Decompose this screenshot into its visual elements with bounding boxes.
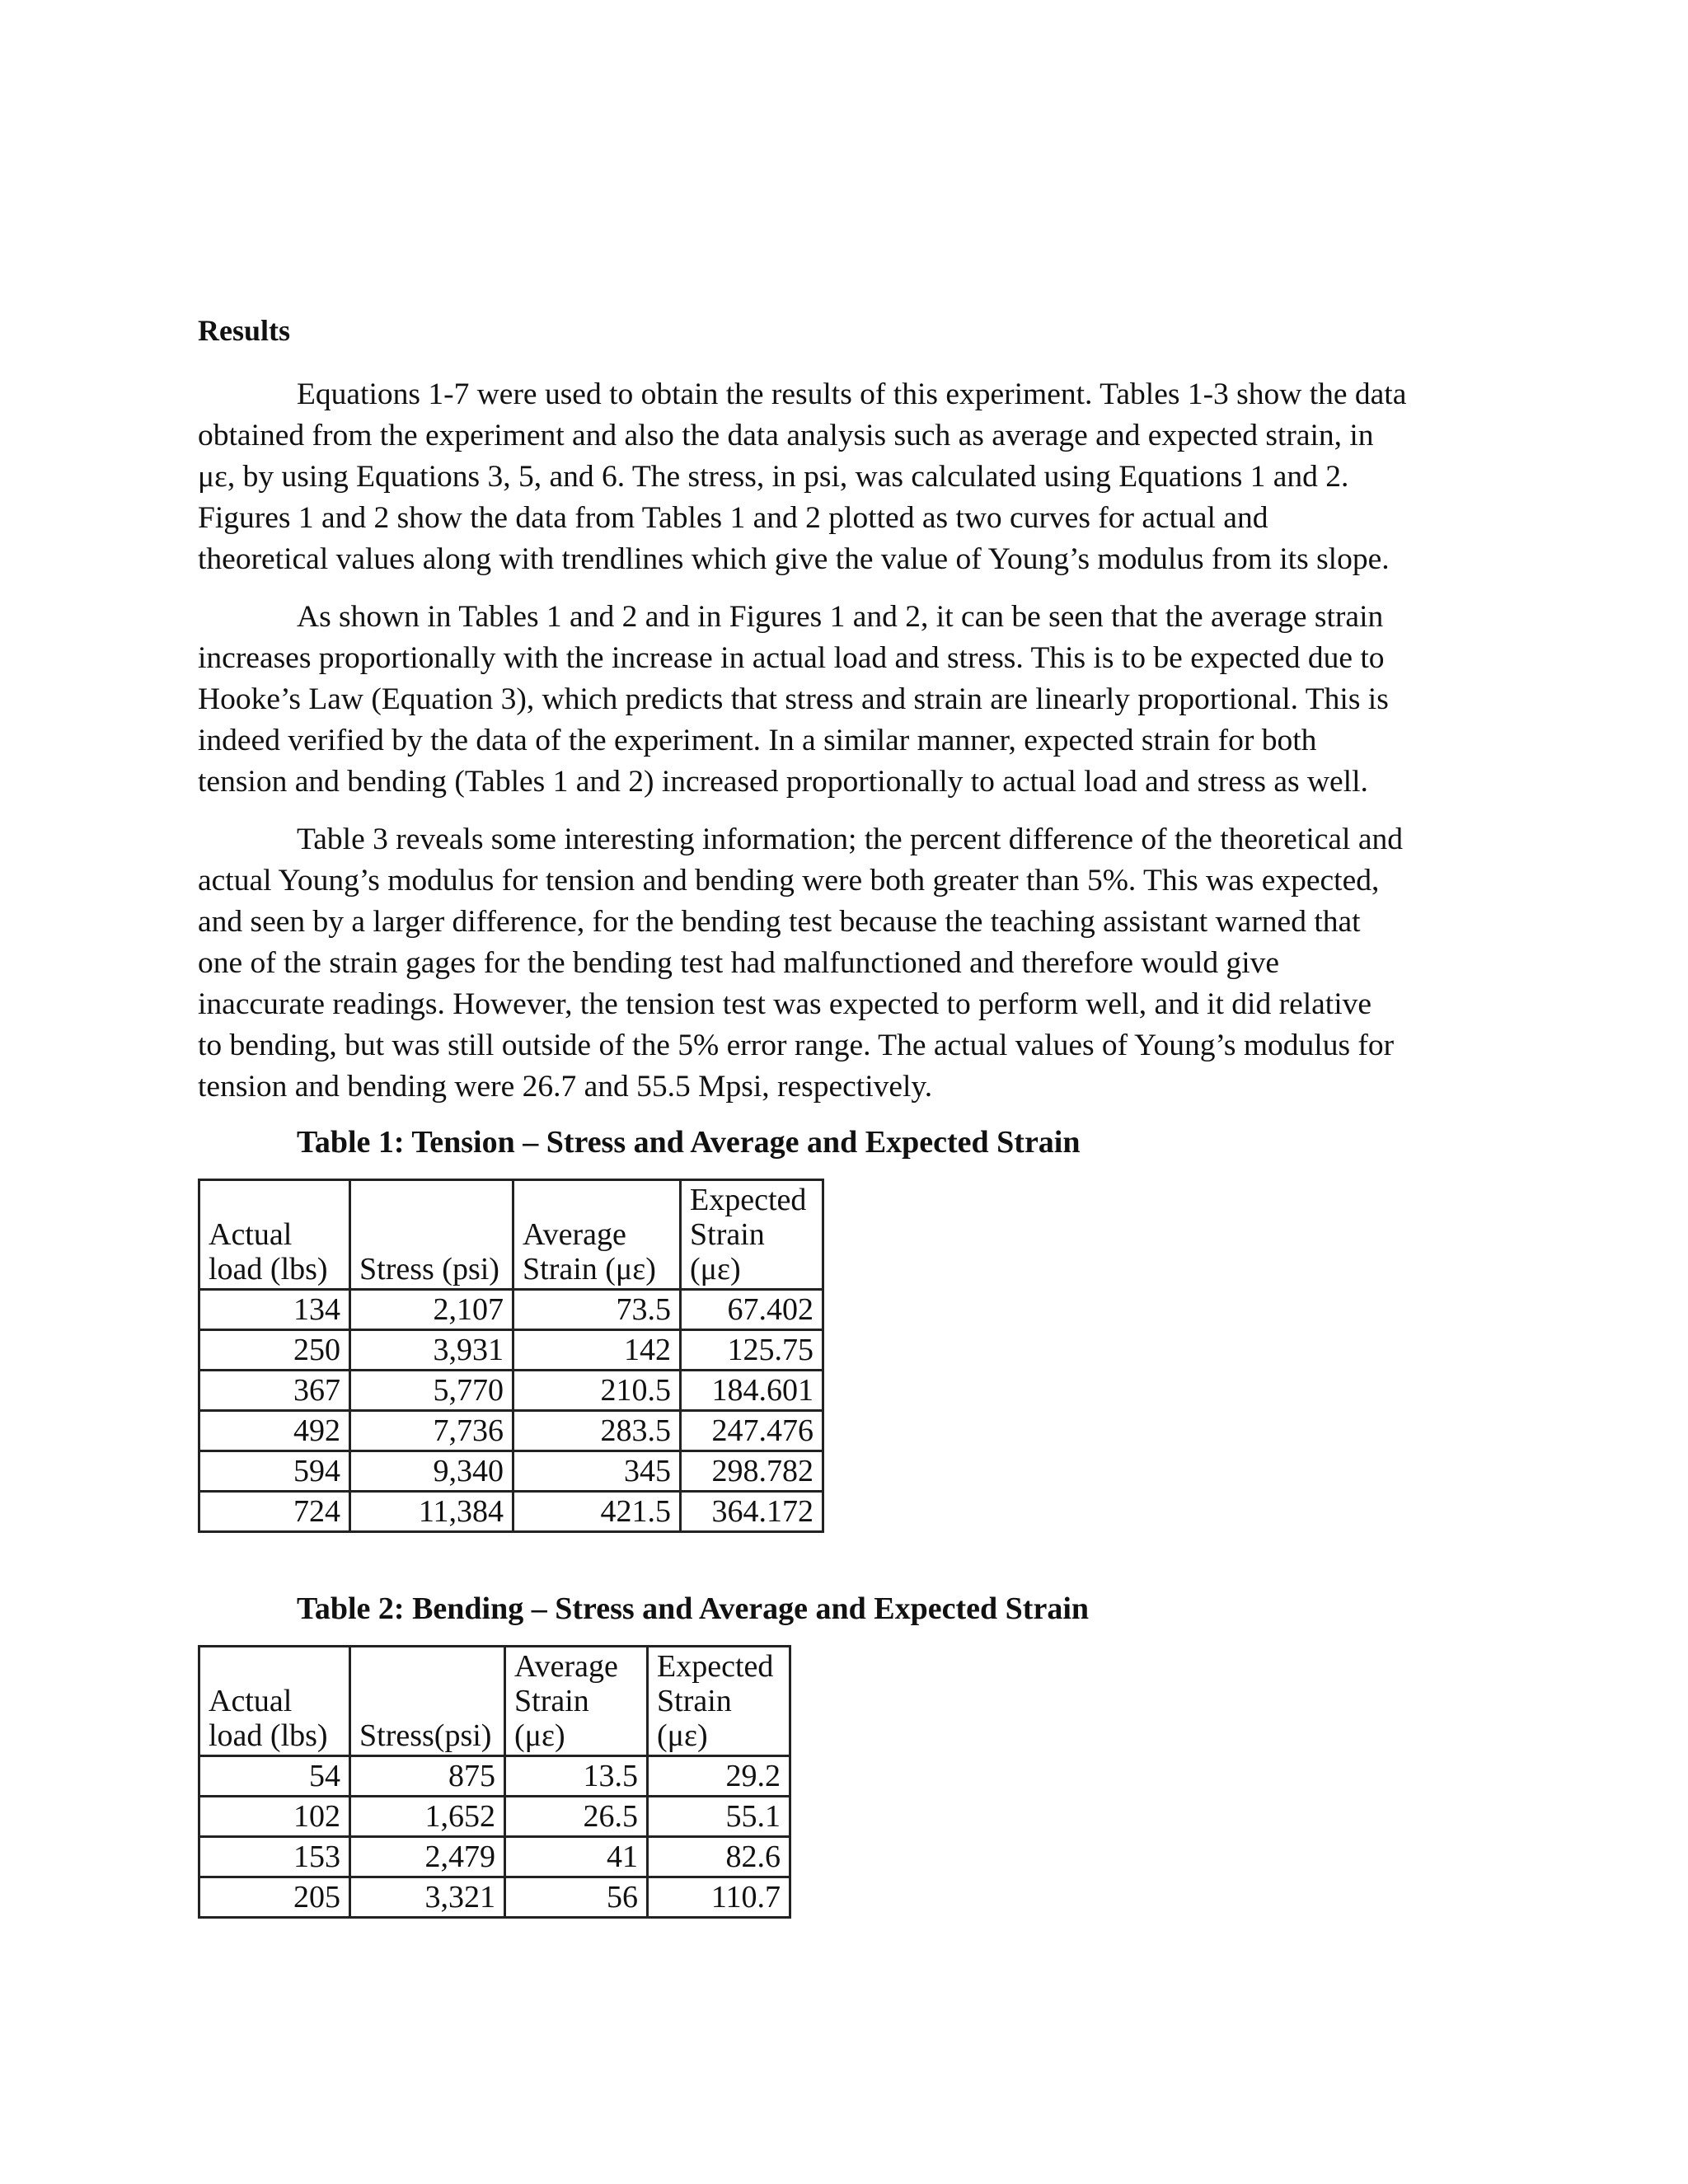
table-row [199,1877,790,1918]
column-header [350,1180,513,1290]
table-cell: 3,931 [350,1330,513,1371]
column-header [681,1180,823,1290]
table-cell: 364.172 [681,1492,823,1532]
table-row [199,1411,823,1451]
table-cell: 250 [199,1330,350,1371]
table1-body [199,1290,823,1532]
table-cell: 56 [505,1877,648,1918]
table-cell: 11,384 [350,1492,513,1532]
header-text: Strain [514,1684,589,1718]
table-cell: 5,770 [350,1371,513,1411]
table-cell: 283.5 [513,1411,681,1451]
table-cell: 102 [199,1797,350,1837]
header-text: Average [523,1217,626,1252]
paragraph-line: theoretical values along with trendlines which give the value of Young’s modulus from its slope. [198,542,1390,576]
table-cell: 724 [199,1492,350,1532]
table-cell: 134 [199,1290,350,1330]
paragraph-line: inaccurate readings. However, the tension test was expected to perform well, and it did relative [198,987,1372,1021]
header-text: Strain (με) [523,1252,656,1286]
header-text: Actual [209,1684,293,1718]
column-header [199,1180,350,1290]
column-header [648,1647,790,1756]
table-cell: 205 [199,1877,350,1918]
column-header [350,1647,505,1756]
paragraph-3 [198,819,1484,1108]
paragraph-2 [198,597,1484,803]
table-cell: 3,321 [350,1877,505,1918]
document-page [198,313,1484,1919]
table-cell: 184.601 [681,1371,823,1411]
table-cell: 298.782 [681,1451,823,1492]
header-text: Actual [209,1217,293,1252]
paragraph-line: Figures 1 and 2 show the data from Tables 1 and 2 plotted as two curves for actual and [198,501,1268,535]
table-row [199,1492,823,1532]
table1-header-row [199,1180,823,1290]
table-cell: 29.2 [648,1756,790,1797]
table-cell: 210.5 [513,1371,681,1411]
section-heading: Results [198,314,291,347]
paragraph-line: to bending, but was still outside of the 5% error range. The actual values of Young’s modulus for [198,1029,1395,1062]
table-cell: 2,479 [350,1837,505,1877]
paragraph-line: As shown in Tables 1 and 2 and in Figures 1 and 2, it can be seen that the average strain [297,600,1384,634]
table-cell: 67.402 [681,1290,823,1330]
table-cell: 875 [350,1756,505,1797]
paragraph-1 [198,374,1484,580]
header-text: Average [514,1649,618,1684]
header-text: (με) [657,1718,708,1753]
table-cell: 594 [199,1451,350,1492]
paragraph-line: one of the strain gages for the bending test had malfunctioned and therefore would give [198,946,1280,980]
header-text: load (lbs) [209,1252,328,1286]
table-cell: 2,107 [350,1290,513,1330]
header-text: Stress(psi) [359,1718,492,1753]
paragraph-line: tension and bending (Tables 1 and 2) increased proportionally to actual load and stress as well. [198,765,1368,799]
table2-body [199,1756,790,1918]
table2-header-row [199,1647,790,1756]
table-cell: 41 [505,1837,648,1877]
column-header [505,1647,648,1756]
table-row [199,1756,790,1797]
header-text: (με) [690,1252,741,1286]
table-cell: 367 [199,1371,350,1411]
table-cell: 492 [199,1411,350,1451]
paragraph-line: Hooke’s Law (Equation 3), which predicts that stress and strain are linearly proportional. This is [198,682,1389,716]
header-text: Strain [690,1217,765,1252]
paragraph-line: Equations 1-7 were used to obtain the results of this experiment. Tables 1-3 show the data [297,377,1407,411]
table-cell: 142 [513,1330,681,1371]
table-cell: 247.476 [681,1411,823,1451]
table1-tension [198,1179,824,1533]
paragraph-line: obtained from the experiment and also the data analysis such as average and expected strain, in [198,419,1374,452]
column-header [513,1180,681,1290]
table1-caption: Table 1: Tension – Stress and Average and Expected Strain [297,1125,1081,1160]
header-text: (με) [514,1718,565,1753]
table-cell: 9,340 [350,1451,513,1492]
header-text: Stress (psi) [359,1252,499,1286]
table-cell: 421.5 [513,1492,681,1532]
paragraph-line: tension and bending were 26.7 and 55.5 Mpsi, respectively. [198,1070,933,1104]
table-row [199,1371,823,1411]
table-cell: 26.5 [505,1797,648,1837]
table-row [199,1330,823,1371]
column-header [199,1647,350,1756]
paragraph-line: increases proportionally with the increase in actual load and stress. This is to be expected due to [198,641,1385,675]
table-cell: 110.7 [648,1877,790,1918]
table-cell: 153 [199,1837,350,1877]
table-cell: 73.5 [513,1290,681,1330]
header-text: Expected [657,1649,774,1684]
paragraph-line: Table 3 reveals some interesting information; the percent difference of the theoretical and [297,823,1403,856]
table-cell: 82.6 [648,1837,790,1877]
table-cell: 1,652 [350,1797,505,1837]
paragraph-line: and seen by a larger difference, for the bending test because the teaching assistant warned that [198,905,1361,939]
table-cell: 54 [199,1756,350,1797]
table-row [199,1290,823,1330]
table-row [199,1797,790,1837]
table-cell: 13.5 [505,1756,648,1797]
table-cell: 345 [513,1451,681,1492]
table-row [199,1837,790,1877]
body-text [198,374,1484,1108]
paragraph-line: indeed verified by the data of the experiment. In a similar manner, expected strain for both [198,724,1317,757]
table2-caption: Table 2: Bending – Stress and Average and Expected Strain [297,1591,1090,1626]
paragraph-line: με, by using Equations 3, 5, and 6. The stress, in psi, was calculated using Equations 1 and 2. [198,460,1349,494]
paragraph-line: actual Young’s modulus for tension and bending were both greater than 5%. This was expected, [198,864,1380,898]
header-text: Strain [657,1684,732,1718]
header-text: Expected [690,1183,807,1217]
table2-bending [198,1645,791,1919]
header-text: load (lbs) [209,1718,328,1753]
table-cell: 7,736 [350,1411,513,1451]
table-cell: 125.75 [681,1330,823,1371]
table-row [199,1451,823,1492]
table-cell: 55.1 [648,1797,790,1837]
